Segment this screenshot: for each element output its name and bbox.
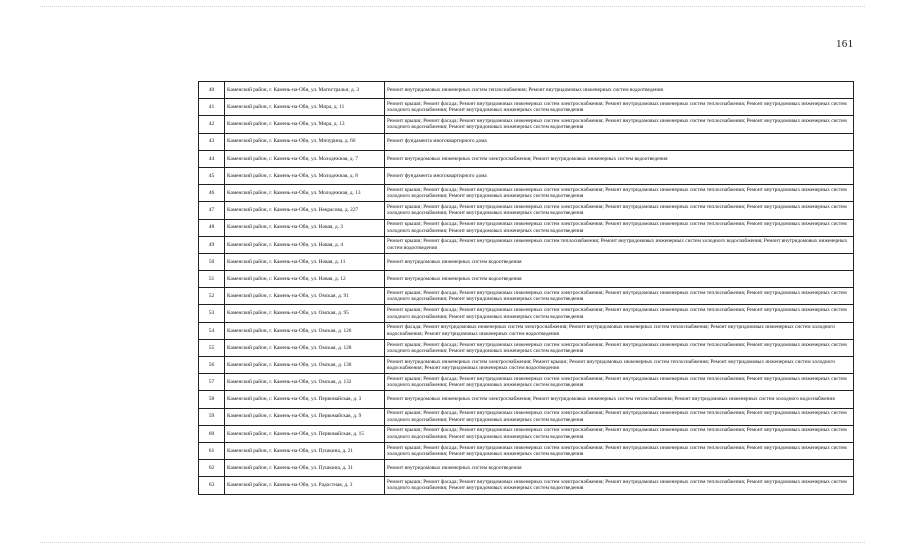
row-number: 46 <box>199 185 225 202</box>
row-number: 41 <box>199 99 225 116</box>
row-works: Ремонт внутридомовых инженерных систем электроснабжения; Ремонт внутридомовых инженерных систем водоотведения <box>385 150 854 167</box>
table-row <box>199 253 854 270</box>
row-address: Каменский район, г. Камень-на-Оби, ул. Новая, д. 12 <box>225 271 385 288</box>
table-row <box>199 442 854 459</box>
table-row <box>199 288 854 305</box>
table-row <box>199 357 854 374</box>
row-number: 48 <box>199 219 225 236</box>
row-number: 42 <box>199 116 225 133</box>
table-row <box>199 425 854 442</box>
row-address: Каменский район, г. Камень-на-Оби, ул. Мира, д. 11 <box>225 99 385 116</box>
row-number: 45 <box>199 167 225 184</box>
row-works: Ремонт фундамента многоквартирного дома <box>385 167 854 184</box>
repair-registry-table <box>198 81 854 495</box>
table-row <box>199 150 854 167</box>
table-row <box>199 99 854 116</box>
row-works: Ремонт крыши; Ремонт фасада; Ремонт внутридомовых инженерных систем электроснабжения; Ремонт внутридомовых инженерных систем теплоснабжения; Ремонт внутридомовых инженерных систем холодного водоснабжения; Ремонт внутридомовых инженерных систем водоотведения <box>385 408 854 425</box>
row-works: Ремонт крыши; Ремонт фасада; Ремонт внутридомовых инженерных систем электроснабжения; Ремонт внутридомовых инженерных систем теплоснабжения; Ремонт внутридомовых инженерных систем холодного водоснабжения; Ремонт внутридомовых инженерных систем водоотведения <box>385 288 854 305</box>
table-row <box>199 305 854 322</box>
table-row <box>199 374 854 391</box>
row-works: Ремонт крыши; Ремонт фасада; Ремонт внутридомовых инженерных систем теплоснабжения; Ремонт внутридомовых инженерных систем холодного водоснабжения; Ремонт внутридомовых инженерных систем водоотведения <box>385 236 854 253</box>
row-works: Ремонт внутридомовых инженерных систем теплоснабжения; Ремонт внутридомовых инженерных систем водоотведения <box>385 82 854 99</box>
scan-edge-bottom <box>40 542 865 543</box>
registry-body <box>199 82 854 495</box>
row-works: Ремонт крыши; Ремонт фасада; Ремонт внутридомовых инженерных систем электроснабжения; Ремонт внутридомовых инженерных систем теплоснабжения; Ремонт внутридомовых инженерных систем холодного водоснабжения; Ремонт внутридомовых инженерных систем водоотведения <box>385 374 854 391</box>
table-row <box>199 391 854 408</box>
row-works: Ремонт фундамента многоквартирного дома <box>385 133 854 150</box>
table-row <box>199 236 854 253</box>
table-row <box>199 219 854 236</box>
row-number: 50 <box>199 253 225 270</box>
table-row <box>199 271 854 288</box>
row-address: Каменский район, г. Камень-на-Оби, ул. Омская, д. 128 <box>225 339 385 356</box>
row-number: 58 <box>199 391 225 408</box>
row-number: 43 <box>199 133 225 150</box>
table-row <box>199 460 854 477</box>
row-address: Каменский район, г. Камень-на-Оби, ул. Пушкина, д. 31 <box>225 460 385 477</box>
table-row <box>199 185 854 202</box>
scan-edge-top <box>40 6 865 7</box>
row-number: 52 <box>199 288 225 305</box>
row-works: Ремонт внутридомовых инженерных систем электроснабжения; Ремонт крыши; Ремонт внутридомовых инженерных систем теплоснабжения; Ремонт внутридомовых инженерных систем холодного водоснабжения; Ремонт внутридомовых инженерных систем водоотведения <box>385 357 854 374</box>
row-address: Каменский район, г. Камень-на-Оби, ул. Первомайская, д. 9 <box>225 408 385 425</box>
row-address: Каменский район, г. Камень-на-Оби, ул. Омская, д. 95 <box>225 305 385 322</box>
row-address: Каменский район, г. Камень-на-Оби, ул. Новая, д. 11 <box>225 253 385 270</box>
table-row <box>199 133 854 150</box>
row-number: 44 <box>199 150 225 167</box>
row-number: 62 <box>199 460 225 477</box>
row-address: Каменский район, г. Камень-на-Оби, ул. Магистральн, д. 3 <box>225 82 385 99</box>
table-row <box>199 202 854 219</box>
row-works: Ремонт крыши; Ремонт фасада; Ремонт внутридомовых инженерных систем электроснабжения; Ремонт внутридомовых инженерных систем теплоснабжения; Ремонт внутридомовых инженерных систем холодного водоснабжения; Ремонт внутридомовых инженерных систем водоотведения <box>385 219 854 236</box>
row-address: Каменский район, г. Камень-на-Оби, ул. Омская, д. 132 <box>225 374 385 391</box>
row-address: Каменский район, г. Камень-на-Оби, ул. Мира, д. 13 <box>225 116 385 133</box>
table-row <box>199 477 854 494</box>
row-number: 57 <box>199 374 225 391</box>
row-works: Ремонт крыши; Ремонт фасада; Ремонт внутридомовых инженерных систем электроснабжения; Ремонт внутридомовых инженерных систем теплоснабжения; Ремонт внутридомовых инженерных систем холодного водоснабжения; Ремонт внутридомовых инженерных систем водоотведения <box>385 339 854 356</box>
row-number: 54 <box>199 322 225 339</box>
row-number: 55 <box>199 339 225 356</box>
row-address: Каменский район, г. Камень-на-Оби, ул. Новая, д. 3 <box>225 219 385 236</box>
row-works: Ремонт крыши; Ремонт фасада; Ремонт внутридомовых инженерных систем электроснабжения; Ремонт внутридомовых инженерных систем теплоснабжения; Ремонт внутридомовых инженерных систем холодного водоснабжения; Ремонт внутридомовых инженерных систем водоотведения <box>385 305 854 322</box>
row-address: Каменский район, г. Камень-на-Оби, ул. Некрасова, д. 227 <box>225 202 385 219</box>
row-works: Ремонт внутридомовых инженерных систем водоотведения <box>385 271 854 288</box>
table-row <box>199 116 854 133</box>
row-works: Ремонт крыши; Ремонт фасада; Ремонт внутридомовых инженерных систем электроснабжения; Ремонт внутридомовых инженерных систем теплоснабжения; Ремонт внутридомовых инженерных систем холодного водоснабжения; Ремонт внутридомовых инженерных систем водоотведения <box>385 116 854 133</box>
page-number: 161 <box>836 38 854 50</box>
row-number: 56 <box>199 357 225 374</box>
row-works: Ремонт крыши; Ремонт фасада; Ремонт внутридомовых инженерных систем электроснабжения; Ремонт внутридомовых инженерных систем теплоснабжения; Ремонт внутридомовых инженерных систем холодного водоснабжения; Ремонт внутридомовых инженерных систем водоотведения <box>385 477 854 494</box>
row-works: Ремонт фасада; Ремонт внутридомовых инженерных систем электроснабжения; Ремонт внутридомовых инженерных систем теплоснабжения; Ремонт внутридомовых инженерных систем холодного водоснабжения; Ремонт внутридомовых инженерных систем водоотведения <box>385 322 854 339</box>
row-address: Каменский район, г. Камень-на-Оби, ул. Мичурина, д. 66 <box>225 133 385 150</box>
row-address: Каменский район, г. Камень-на-Оби, ул. Омская, д. 91 <box>225 288 385 305</box>
table-row <box>199 408 854 425</box>
row-number: 49 <box>199 236 225 253</box>
row-number: 61 <box>199 442 225 459</box>
row-number: 51 <box>199 271 225 288</box>
row-number: 47 <box>199 202 225 219</box>
row-works: Ремонт крыши; Ремонт фасада; Ремонт внутридомовых инженерных систем электроснабжения; Ремонт внутридомовых инженерных систем теплоснабжения; Ремонт внутридомовых инженерных систем холодного водоснабжения; Ремонт внутридомовых инженерных систем водоотведения <box>385 99 854 116</box>
row-works: Ремонт внутридомовых инженерных систем водоотведения <box>385 253 854 270</box>
row-address: Каменский район, г. Камень-на-Оби, ул. Первомайская, д. 3 <box>225 391 385 408</box>
row-address: Каменский район, г. Камень-на-Оби, ул. Молодежная, д. 8 <box>225 167 385 184</box>
table-row <box>199 322 854 339</box>
row-works: Ремонт крыши; Ремонт фасада; Ремонт внутридомовых инженерных систем электроснабжения; Ремонт внутридомовых инженерных систем теплоснабжения; Ремонт внутридомовых инженерных систем холодного водоснабжения; Ремонт внутридомовых инженерных систем водоотведения <box>385 202 854 219</box>
row-works: Ремонт внутридомовых инженерных систем водоотведения <box>385 460 854 477</box>
row-works: Ремонт внутридомовых инженерных систем электроснабжения; Ремонт внутридомовых инженерных систем теплоснабжения; Ремонт внутридомовых инженерных систем холодного водоснабжения <box>385 391 854 408</box>
row-number: 53 <box>199 305 225 322</box>
row-number: 63 <box>199 477 225 494</box>
row-works: Ремонт крыши; Ремонт фасада; Ремонт внутридомовых инженерных систем электроснабжения; Ремонт внутридомовых инженерных систем теплоснабжения; Ремонт внутридомовых инженерных систем холодного водоснабжения; Ремонт внутридомовых инженерных систем водоотведения <box>385 185 854 202</box>
row-address: Каменский район, г. Камень-на-Оби, ул. Молодежная, д. 7 <box>225 150 385 167</box>
table-row <box>199 82 854 99</box>
row-address: Каменский район, г. Камень-на-Оби, ул. Молодежная, д. 13 <box>225 185 385 202</box>
row-works: Ремонт крыши; Ремонт фасада; Ремонт внутридомовых инженерных систем электроснабжения; Ремонт внутридомовых инженерных систем теплоснабжения; Ремонт внутридомовых инженерных систем холодного водоснабжения; Ремонт внутридомовых инженерных систем водоотведения <box>385 442 854 459</box>
row-number: 60 <box>199 425 225 442</box>
row-address: Каменский район, г. Камень-на-Оби, ул. Омская, д. 130 <box>225 357 385 374</box>
row-address: Каменский район, г. Камень-на-Оби, ул. Пушкина, д. 21 <box>225 442 385 459</box>
row-works: Ремонт крыши; Ремонт фасада; Ремонт внутридомовых инженерных систем электроснабжения; Ремонт внутридомовых инженерных систем теплоснабжения; Ремонт внутридомовых инженерных систем холодного водоснабжения; Ремонт внутридомовых инженерных систем водоотведения <box>385 425 854 442</box>
row-address: Каменский район, г. Камень-на-Оби, ул. Омская, д. 126 <box>225 322 385 339</box>
table-row <box>199 167 854 184</box>
row-address: Каменский район, г. Камень-на-Оби, ул. Первомайская, д. 15 <box>225 425 385 442</box>
table-row <box>199 339 854 356</box>
row-number: 40 <box>199 82 225 99</box>
row-address: Каменский район, г. Камень-на-Оби, ул. Новая, д. 4 <box>225 236 385 253</box>
row-address: Каменский район, г. Камень-на-Оби, ул. Радостная, д. 3 <box>225 477 385 494</box>
row-number: 59 <box>199 408 225 425</box>
